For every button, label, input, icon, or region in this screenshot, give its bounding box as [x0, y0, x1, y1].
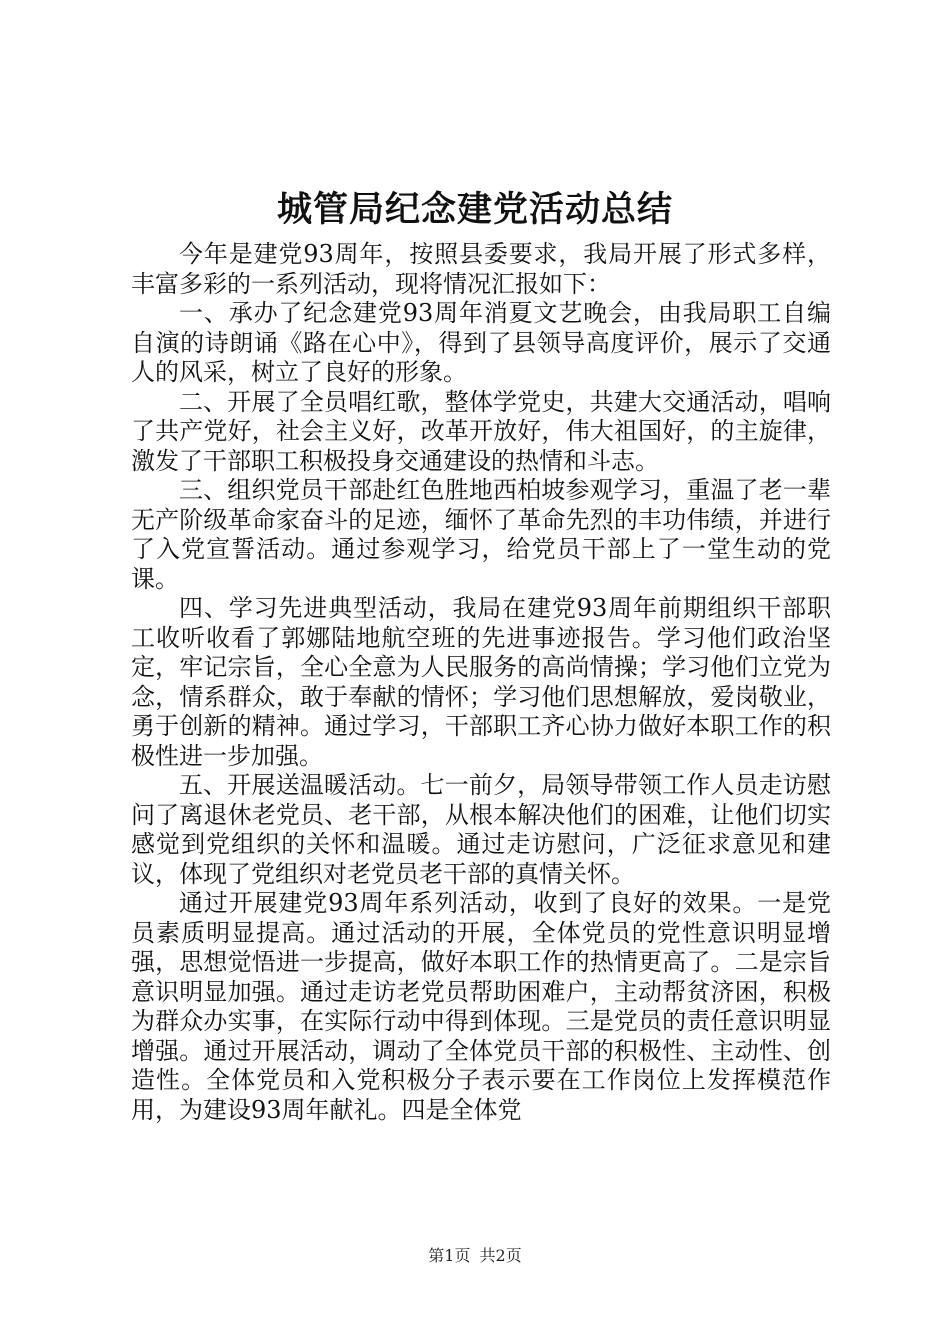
paragraph-intro: 今年是建党93周年，按照县委要求，我局开展了形式多样，丰富多彩的一系列活动，现将情况汇报如下： — [131, 240, 831, 298]
page-footer — [0, 1244, 950, 1268]
page-number: 第1页 — [428, 1246, 471, 1265]
paragraph-item-4: 四、学习先进典型活动，我局在建党93周年前期组织干部职工收听收看了郭娜陆地航空班的先进事迹报告。学习他们政治坚定，牢记宗旨，全心全意为人民服务的高尚情操；学习他们立党为念，情系群众，敢于奉献的情怀；学习他们思想解放，爱岗敬业，勇于创新的精神。通过学习，干部职工齐心协力做好本职工作的积极性进一步加强。 — [131, 594, 831, 770]
document-body — [131, 240, 831, 1125]
paragraph-item-2: 二、开展了全员唱红歌，整体学党史，共建大交通活动，唱响了共产党好，社会主义好，改革开放好，伟大祖国好，的主旋律，激发了干部职工积极投身交通建设的热情和斗志。 — [131, 387, 831, 475]
paragraph-summary: 通过开展建党93周年系列活动，收到了良好的效果。一是党员素质明显提高。通过活动的开展，全体党员的党性意识明显增强，思想觉悟进一步提高，做好本职工作的热情更高了。二是宗旨意识明显加强。通过走访老党员帮助困难户，主动帮贫济困，积极为群众办实事，在实际行动中得到体现。三是党员的责任意识明显增强。通过开展活动，调动了全体党员干部的积极性、主动性、创造性。全体党员和入党积极分子表示要在工作岗位上发挥模范作用，为建设93周年献礼。四是全体党 — [131, 889, 831, 1124]
paragraph-item-5: 五、开展送温暖活动。七一前夕，局领导带领工作人员走访慰问了离退休老党员、老干部，从根本解决他们的困难，让他们切实感觉到党组织的关怀和温暖。通过走访慰问，广泛征求意见和建议，体现了党组织对老党员老干部的真情关怀。 — [131, 771, 831, 888]
paragraph-item-1: 一、承办了纪念建党93周年消夏文艺晚会，由我局职工自编自演的诗朗诵《路在心中》，得到了县领导高度评价，展示了交通人的风采，树立了良好的形象。 — [131, 299, 831, 386]
paragraph-item-3: 三、组织党员干部赴红色胜地西柏坡参观学习，重温了老一辈无产阶级革命家奋斗的足迹，缅怀了革命先烈的丰功伟绩，并进行了入党宣誓活动。通过参观学习，给党员干部上了一堂生动的党课。 — [131, 476, 831, 593]
document-title: 城管局纪念建党活动总结 — [276, 189, 673, 230]
page-total: 共2页 — [479, 1246, 522, 1265]
